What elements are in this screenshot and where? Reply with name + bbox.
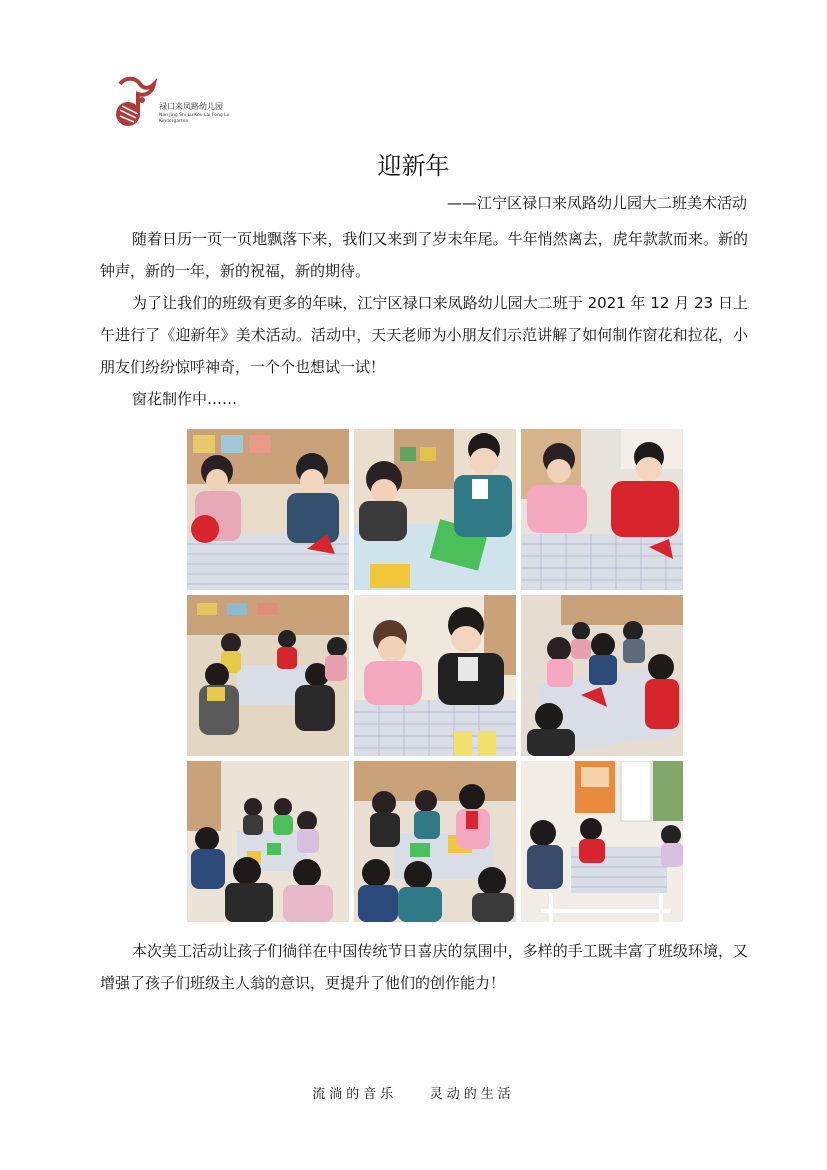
kindergarten-logo <box>112 74 242 130</box>
logo-school-pinyin: Nan Jing Shi Lu Kou Lai Feng Lu Kindergarten <box>159 113 230 124</box>
activity-photo <box>187 761 349 922</box>
activity-photo <box>354 595 516 756</box>
activity-photo <box>187 429 349 590</box>
paragraph-conclusion: 本次美工活动让孩子们徜徉在中国传统节日喜庆的氛围中，多样的手工既丰富了班级环境，又增强了孩子们班级主人翁的意识，更提升了他们的创作能力！ <box>100 942 748 992</box>
music-note-bird-logo-icon <box>112 74 158 130</box>
paragraph-caption: 窗花制作中…… <box>132 390 238 408</box>
page-footer-slogan: 流淌的音乐 灵动的生活 <box>312 1087 515 1102</box>
activity-photo <box>521 761 683 922</box>
paragraph-activity: 为了让我们的班级有更多的年味，江宁区禄口来凤路幼儿园大二班于 2021 年 12 月 23 日上午进行了《迎新年》美术活动。活动中，天天老师为小朋友们示范讲解了如何制作窗花和拉花，小朋友们纷纷惊呼神奇，一个个也想试一试！ <box>100 294 748 376</box>
paragraph-intro: 随着日历一页一页地飘落下来，我们又来到了岁末年尾。牛年悄然离去，虎年款款而来。新的钟声，新的一年，新的祝福，新的期待。 <box>100 230 748 280</box>
activity-photo <box>354 429 516 590</box>
activity-photo <box>521 595 683 756</box>
activity-photo <box>521 429 683 590</box>
photo-grid <box>187 429 683 923</box>
activity-photo <box>187 595 349 756</box>
page-title: 迎新年 <box>377 152 450 180</box>
activity-photo <box>354 761 516 922</box>
page-subtitle: ——江宁区禄口来凤路幼儿园大二班美术活动 <box>446 194 747 212</box>
logo-school-name: 禄口来凤路幼儿园 <box>159 102 223 111</box>
